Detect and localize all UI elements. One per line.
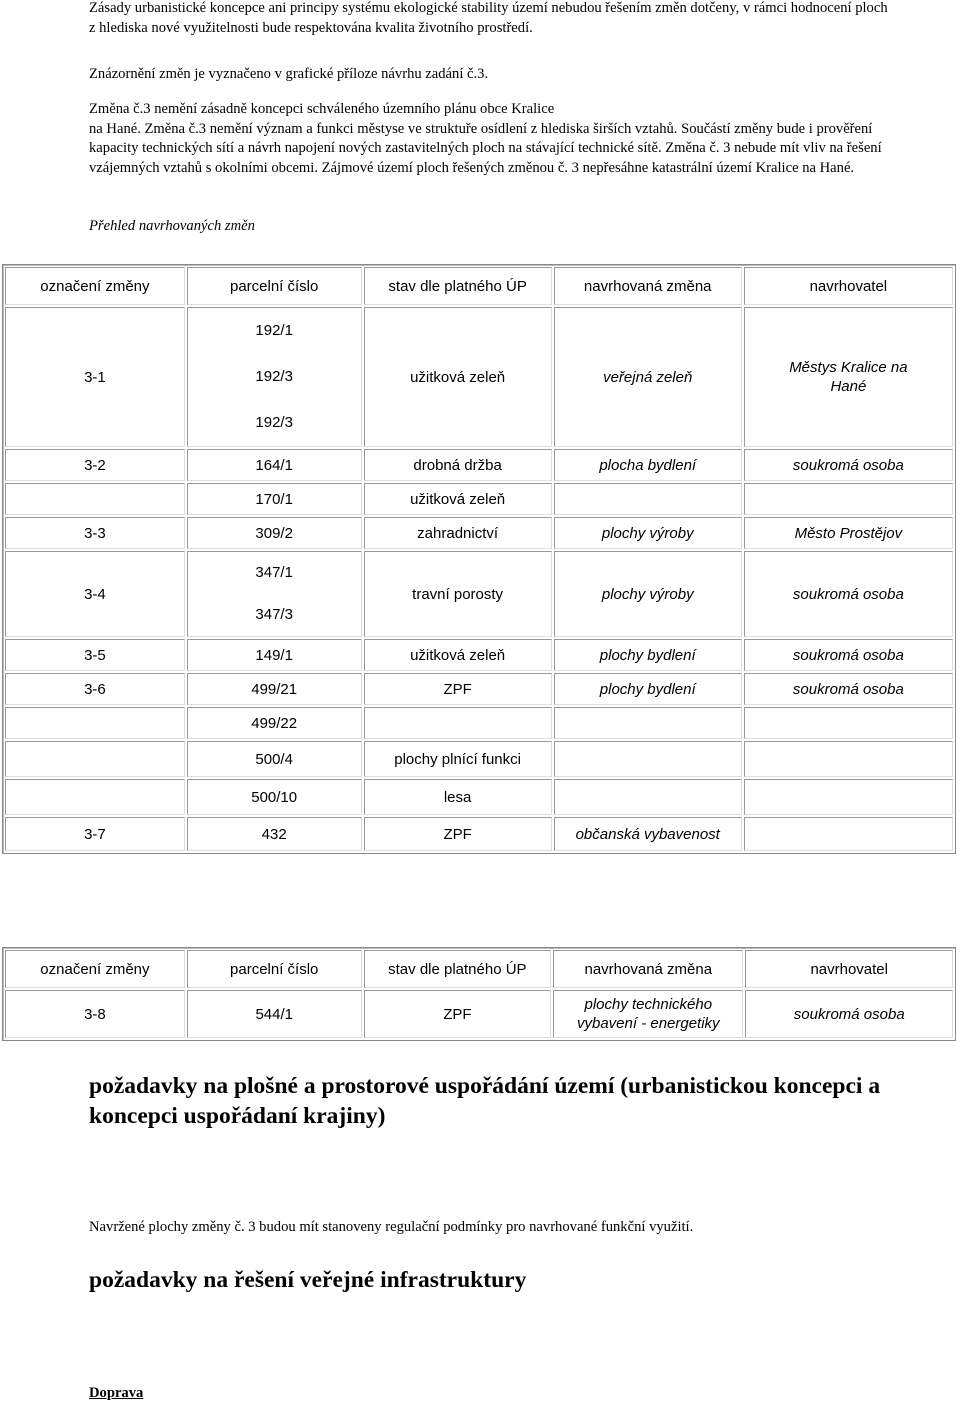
table-row — [5, 307, 953, 447]
parcel-cell: 500/10 — [187, 779, 362, 815]
proposer-cell — [744, 779, 953, 815]
change-line-1: Změna č.3 nemění zásadně koncepci schváleného územního plánu obce Kralice — [89, 101, 555, 117]
table-row — [5, 483, 953, 515]
parcel-cell: 500/4 — [187, 741, 362, 777]
state-cell: lesa — [364, 779, 552, 815]
change-id-cell: 3-7 — [5, 817, 185, 851]
header-cell: označení změny — [5, 267, 185, 305]
heading-spatial-requirements: požadavky na plošné a prostorové uspořádání území (urbanistickou koncepci a koncepci uspořádaní krajiny) — [89, 1073, 881, 1129]
changes-table — [2, 264, 956, 854]
intro-paragraph — [89, 0, 954, 38]
change-cell: občanská vybavenost — [554, 817, 742, 851]
header-cell: parcelní číslo — [187, 950, 362, 988]
change-id-cell: 3-8 — [5, 990, 185, 1038]
transport-label: Doprava — [89, 1385, 144, 1401]
parcel-cell: 170/1 — [187, 483, 362, 515]
state-cell — [364, 707, 552, 739]
state-cell: drobná držba — [364, 449, 552, 481]
change-id-cell — [5, 707, 185, 739]
state-cell: ZPF — [364, 673, 552, 705]
parcel-cell — [187, 551, 362, 637]
regulation-note: Navržené plochy změny č. 3 budou mít stanoveny regulační podmínky pro navrhované funkční využití. — [89, 1219, 694, 1235]
header-cell: navrhovaná změna — [554, 267, 742, 305]
parcel-number: 347/3 — [255, 606, 293, 623]
proposer-cell — [744, 483, 953, 515]
table-row — [5, 517, 953, 549]
change-line-3: kapacity technických sítí a návrh napojení nových zastavitelných ploch na stávající technické sítě. Změna č. 3 nebude mít vliv na řešení — [89, 140, 882, 156]
table-row — [5, 817, 953, 851]
change-cell: plochy bydlení — [554, 673, 742, 705]
change-id-cell: 3-6 — [5, 673, 185, 705]
changes-table-continued — [2, 947, 956, 1041]
change-cell: plochy výroby — [554, 517, 742, 549]
change-line-4: vzájemných vztahů s okolními obcemi. Zájmové území ploch řešených změnou č. 3 nepřesáhne katastrální území Kralice na Hané. — [89, 159, 855, 176]
table-row — [5, 449, 953, 481]
change-cell — [553, 990, 743, 1038]
table-row — [5, 673, 953, 705]
proposer-cell — [744, 741, 953, 777]
change-cell: plocha bydlení — [554, 449, 742, 481]
state-cell: travní porosty — [364, 551, 552, 637]
change-text: plochy technického vybavení - energetiky — [576, 996, 720, 1032]
parcel-cell: 149/1 — [187, 639, 362, 671]
change-id-cell: 3-2 — [5, 449, 185, 481]
change-cell: veřejná zeleň — [554, 307, 742, 447]
header-cell: parcelní číslo — [187, 267, 362, 305]
table-header-row — [5, 267, 953, 305]
table-header-row — [5, 950, 953, 988]
state-cell: užitková zeleň — [364, 639, 552, 671]
header-cell: označení změny — [5, 950, 185, 988]
change-cell: plochy výroby — [554, 551, 742, 637]
parcel-number: 347/1 — [255, 564, 293, 581]
parcel-cell — [187, 307, 362, 447]
state-cell: užitková zeleň — [364, 483, 552, 515]
parcel-cell: 309/2 — [187, 517, 362, 549]
proposer-cell: soukromá osoba — [745, 990, 953, 1038]
state-cell: plochy plnící funkci — [364, 741, 552, 777]
proposer-cell: soukromá osoba — [744, 673, 953, 705]
overview-title: Přehled navrhovaných změn — [89, 218, 255, 234]
change-cell — [554, 707, 742, 739]
parcel-cell: 499/21 — [187, 673, 362, 705]
change-id-cell: 3-5 — [5, 639, 185, 671]
intro-line-1: Zásady urbanistické koncepce ani principy systému ekologické stability území nebudou řešením změn dotčeny, v rámci hodnocení ploch — [89, 0, 888, 16]
proposer-cell: Město Prostějov — [744, 517, 953, 549]
proposer-cell: soukromá osoba — [744, 639, 953, 671]
parcel-cell: 432 — [187, 817, 362, 851]
state-cell: ZPF — [364, 990, 552, 1038]
change-id-cell: 3-1 — [5, 307, 185, 447]
header-cell: stav dle platného ÚP — [364, 950, 552, 988]
state-cell: zahradnictví — [364, 517, 552, 549]
proposer-cell: soukromá osoba — [744, 551, 953, 637]
proposer-cell — [744, 307, 953, 447]
change-cell — [554, 483, 742, 515]
heading-infrastructure: požadavky na řešení veřejné infrastruktury — [89, 1267, 527, 1293]
proposer-cell: soukromá osoba — [744, 449, 953, 481]
header-cell: navrhovaná změna — [553, 950, 743, 988]
change-cell: plochy bydlení — [554, 639, 742, 671]
parcel-number: 192/1 — [255, 322, 293, 339]
change-id-cell — [5, 779, 185, 815]
parcel-number: 192/3 — [255, 414, 293, 431]
change-cell — [554, 741, 742, 777]
change-line-2: na Hané. Změna č.3 nemění význam a funkci městyse ve struktuře osídlení z hlediska širších vztahů. Součástí změny bude i prověření — [89, 120, 873, 137]
header-cell: navrhovatel — [745, 950, 953, 988]
intro-line-2: z hlediska nové využitelnosti bude respektována kvalita životního prostředí. — [89, 20, 533, 36]
table-row — [5, 707, 953, 739]
header-cell: stav dle platného ÚP — [364, 267, 552, 305]
change-id-cell: 3-4 — [5, 551, 185, 637]
state-cell: ZPF — [364, 817, 552, 851]
parcel-cell: 164/1 — [187, 449, 362, 481]
parcel-cell: 499/22 — [187, 707, 362, 739]
change-cell — [554, 779, 742, 815]
parcel-number: 192/3 — [255, 368, 293, 385]
state-cell: užitková zeleň — [364, 307, 552, 447]
change-id-cell: 3-3 — [5, 517, 185, 549]
table-row — [5, 741, 953, 777]
table-row — [5, 779, 953, 815]
proposer-cell — [744, 707, 953, 739]
parcel-cell: 544/1 — [187, 990, 362, 1038]
table-row — [5, 639, 953, 671]
header-cell: navrhovatel — [744, 267, 953, 305]
table-row — [5, 551, 953, 637]
change-id-cell — [5, 741, 185, 777]
proposer-text: Městys Kralice na Hané — [789, 359, 908, 395]
change-paragraph — [89, 100, 954, 178]
table-row — [5, 990, 953, 1038]
change-id-cell — [5, 483, 185, 515]
proposer-cell — [744, 817, 953, 851]
note-line: Znázornění změn je vyznačeno v grafické příloze návrhu zadání č.3. — [89, 66, 489, 82]
